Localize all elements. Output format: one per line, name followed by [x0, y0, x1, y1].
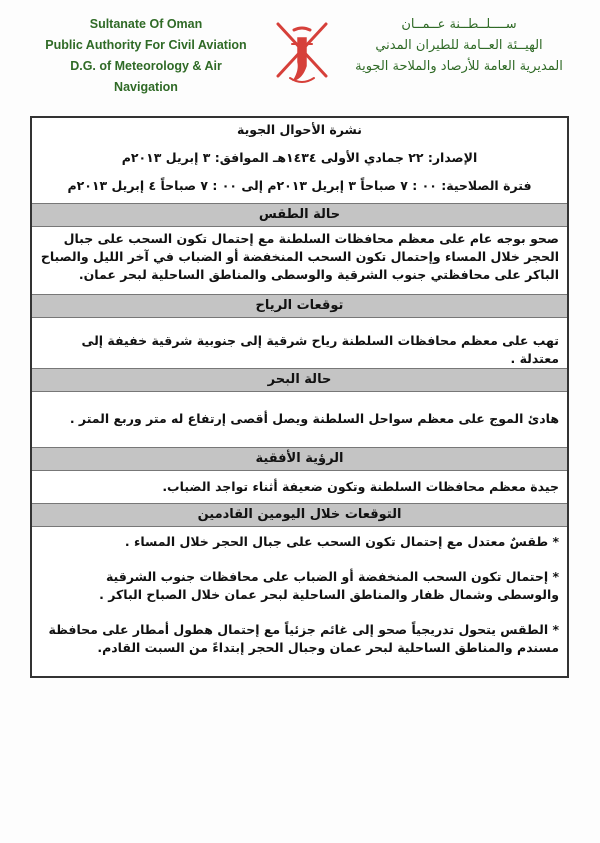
section-heading-outlook: التوقعات خلال اليومين القادمين: [32, 503, 567, 527]
section-heading-visibility: الرؤية الأفقية: [32, 447, 567, 471]
bulletin-validity: فترة الصلاحية: ٠٠ : ٧ صباحاً ٣ إبريل ٢٠١٣م إلى ٠٠ : ٧ صباحاً ٤ إبريل ٢٠١٣م: [67, 178, 532, 193]
org-authority-ar: الهيــئة العــامة للطيران المدني: [375, 38, 543, 53]
section-heading-sea: حالة البحر: [32, 368, 567, 392]
weather-bulletin: [30, 116, 569, 678]
section-heading-weather: حالة الطقس: [32, 203, 567, 227]
org-authority-en: Public Authority For Civil Aviation: [45, 38, 247, 52]
section-text-weather: صحو بوجه عام على معظم محافظات السلطنة مع إحتمال تكون السحب على جبال الحجر خلال المساء وإحتمال تكون السحب المنخفضة أو الضباب في آخر الليل والصباح الباكر على محافظتي جنوب الشرقية والوسطى والمناطق الساحلية لبحر عمان.: [40, 231, 559, 282]
org-directorate-en-cont: Navigation: [114, 80, 178, 94]
letterhead-english: [26, 14, 266, 98]
org-directorate-ar: المديرية العامة للأرصاد والملاحة الجوية: [355, 59, 563, 74]
section-text-sea: هادئ الموج على معظم سواحل السلطنة ويصل أقصى إرتفاع له متر وربع المتر .: [69, 411, 559, 426]
bulletin-intro: [32, 118, 567, 203]
section-text-winds: تهب على معظم محافظات السلطنة رياح شرقية إلى جنوبية شرقية خفيفة إلى معتدلة .: [81, 333, 559, 366]
section-heading-winds: توقعات الرياح: [32, 294, 567, 318]
bulletin-title: نشرة الأحوال الجوية: [237, 122, 362, 137]
outlook-item: * إحتمال تكون السحب المنخفضة أو الضباب على محافظات جنوب الشرقية والوسطى وشمال ظفار والمناطق الساحلية لبحر عمان خلال الصباح الباكر .: [99, 569, 559, 602]
letterhead-arabic: [334, 14, 584, 77]
org-country-en: Sultanate Of Oman: [89, 17, 203, 31]
outlook-item: * طقسٌ معتدل مع إحتمال تكون السحب على جبال الحجر خلال المساء .: [124, 534, 559, 549]
org-country-ar: ســــلــطــنة عــمــان: [401, 17, 517, 32]
outlook-item: * الطقس يتحول تدريجياً صحو إلى غائم جزئياً مع إحتمال هطول أمطار على محافظة مسندم والمناطق الساحلية لبحر عمان وجبال الحجر إبتداءً من السبت القادم.: [48, 622, 559, 655]
section-text-visibility: جيدة معظم محافظات السلطنة وتكون ضعيفة أثناء تواجد الضباب.: [162, 479, 559, 494]
letterhead: [0, 0, 600, 110]
org-directorate-en: D.G. of Meteorology & Air: [70, 59, 222, 73]
oman-emblem-icon: [270, 18, 334, 90]
section-list-outlook: [32, 527, 567, 657]
bulletin-issue-date: الإصدار: ٢٢ جمادي الأولى ١٤٣٤هـ الموافق: ٣ إبريل ٢٠١٣م: [121, 150, 478, 165]
